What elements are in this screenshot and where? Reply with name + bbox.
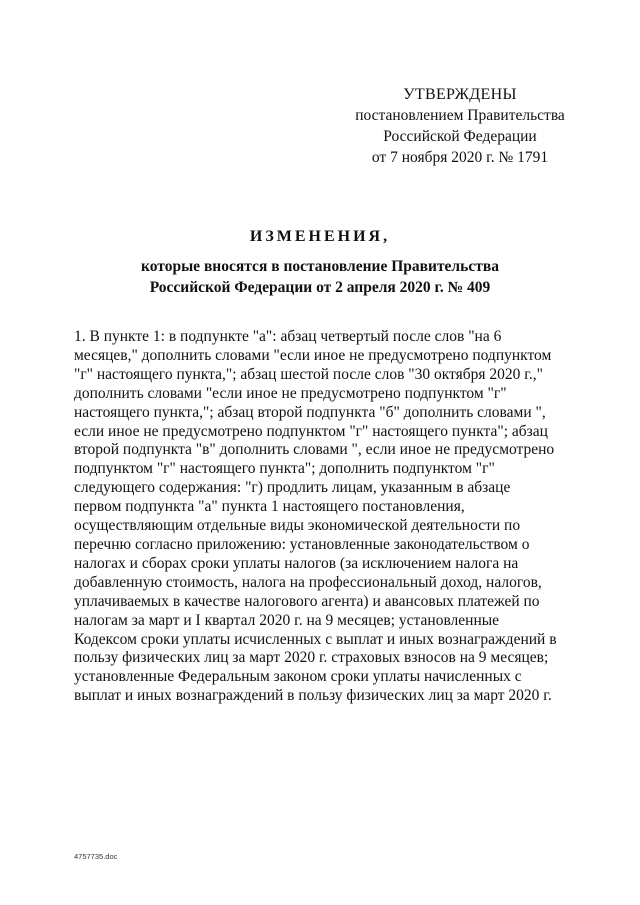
document-body [74,328,560,706]
body-line: "г) продлить лицам, указанным в абзаце первом подпункта "а" [74,479,511,516]
body-line: абзац второй подпункта "б" дополнить словами ", если иное [74,403,546,440]
body-line: профессиональный доход, налогов, уплачиваемых в качестве налогового [74,573,542,610]
approval-line-1: постановлением Правительства [355,107,565,124]
body-line: пункта 1 настоящего постановления, осуществляющим отдельные виды [74,498,465,535]
approval-line-2: Российской Федерации [383,128,537,145]
document-subtitle [60,256,580,298]
body-line: установленные законодательством о налогах и сборах сроки уплаты [74,535,530,572]
body-line: установленные Федеральным законом сроки уплаты начисленных [74,668,511,686]
body-line: не предусмотрено подпунктом "г" настоящего пункта"; [74,441,555,478]
body-line: на 9 месяцев; [306,611,396,629]
approval-block [340,84,580,168]
body-line: иных вознаграждений в пользу физических лиц за март 2020 г. страховых [74,630,557,667]
body-line: экономической деятельности по перечню согласно приложению: [74,517,521,553]
subtitle-line-2: Российской Федерации от 2 апреля 2020 г. № 409 [149,279,491,296]
body-line: установленные Кодексом сроки уплаты исчисленных с выплат и [74,611,500,648]
body-line: 1. В пункте 1: [74,328,165,345]
document-file-id: 4757735.doc [74,852,118,861]
body-line: абзац шестой после слов "30 октября 2020 г.," дополнить словами [74,365,543,402]
subtitle-line-1: которые вносятся в постановление Правительства [141,258,499,275]
body-line: "если иное не предусмотрено подпунктом "г" настоящего пункта,"; [74,384,507,421]
document-title: ИЗМЕНЕНИЯ, [249,228,391,245]
body-line: агента) и авансовых платежей по налогам за март и I квартал 2020 г. [74,592,540,629]
approval-line-3: от 7 ноября 2020 г. № 1791 [371,149,549,166]
approval-title: УТВЕРЖДЕНЫ [403,86,517,103]
body-line: "если иное не предусмотрено подпунктом "г" настоящего пункта,"; [74,346,552,383]
body-line: дополнить подпунктом "г" следующего содержания: [74,460,495,497]
body-line: абзац четвертый после слов "на 6 месяцев," дополнить словами [74,328,502,364]
body-line: взносов на 9 месяцев; [404,649,549,667]
body-line: с выплат и иных вознаграждений в пользу физических лиц за март 2020 г. [74,668,552,705]
body-line: налогов (за исключением налога на добавленную стоимость, налога на [74,554,519,591]
body-line: в подпункте "а": [168,328,277,345]
body-line: не предусмотрено подпунктом "г" настоящего пункта"; [143,422,509,440]
body-line: абзац второй подпункта "в" дополнить словами ", если иное [74,422,548,459]
